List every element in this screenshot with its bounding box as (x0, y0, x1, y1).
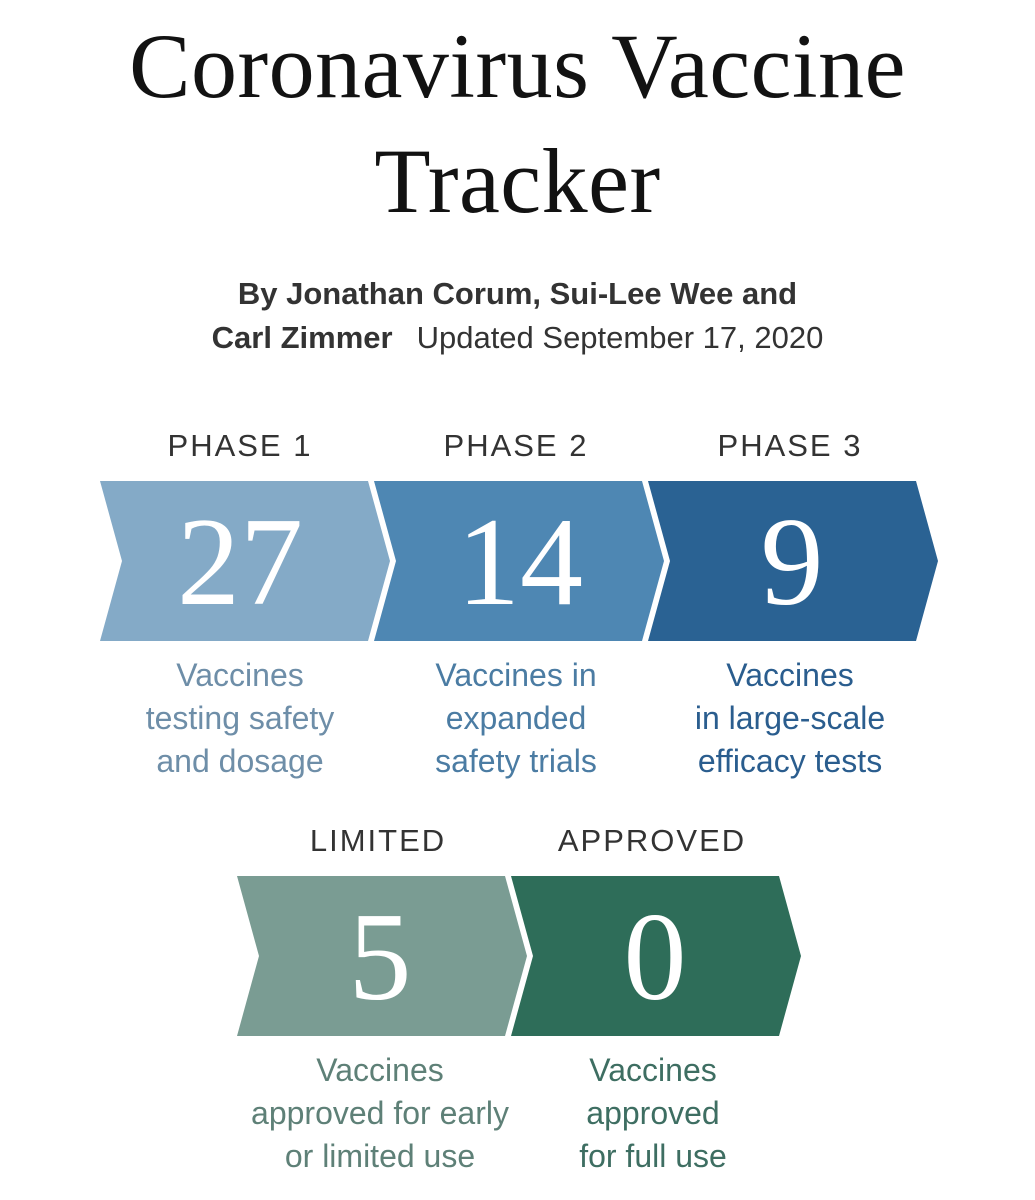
desc-phase-1-line-3: and dosage (156, 743, 324, 779)
stage-label-phase-1: PHASE 1 (167, 428, 313, 463)
desc-phase-2-line-1: Vaccines in (435, 657, 597, 693)
count-approved: 0 (623, 888, 687, 1027)
desc-phase-3-line-2: in large-scale (694, 700, 886, 736)
desc-approved-line-1: Vaccines (589, 1052, 717, 1088)
stage-label-phase-3: PHASE 3 (717, 428, 863, 463)
byline-second-line (0, 322, 1035, 353)
desc-phase-3-line-1: Vaccines (726, 657, 854, 693)
desc-limited-line-1: Vaccines (316, 1052, 444, 1088)
desc-phase-1 (90, 654, 390, 783)
desc-phase-2 (366, 654, 666, 783)
desc-phase-2-line-2: expanded (445, 700, 587, 736)
stage-label-limited: LIMITED (309, 823, 447, 858)
desc-phase-2-line-3: safety trials (435, 743, 597, 779)
stage-label-phase-2: PHASE 2 (443, 428, 589, 463)
updated-date: Updated September 17, 2020 (416, 320, 824, 355)
desc-limited (220, 1049, 540, 1178)
desc-approved-line-3: for full use (579, 1138, 727, 1174)
page-title-line-1: Coronavirus Vaccine (129, 15, 906, 117)
count-phase-3: 9 (760, 493, 824, 632)
count-phase-2: 14 (457, 493, 583, 632)
page-title-line-2: Tracker (374, 130, 661, 232)
desc-phase-1-line-1: Vaccines (176, 657, 304, 693)
stage-label-approved: APPROVED (557, 823, 747, 858)
desc-limited-line-3: or limited use (284, 1138, 476, 1174)
count-limited: 5 (348, 888, 412, 1027)
desc-phase-3 (640, 654, 940, 783)
desc-approved-line-2: approved (586, 1095, 720, 1131)
byline-authors: By Jonathan Corum, Sui-Lee Wee and (237, 276, 798, 311)
desc-limited-line-2: approved for early (251, 1095, 509, 1131)
desc-phase-3-line-3: efficacy tests (697, 743, 883, 779)
desc-phase-1-line-2: testing safety (145, 700, 335, 736)
byline-author-last: Carl Zimmer (211, 320, 393, 355)
desc-approved (503, 1049, 803, 1178)
count-phase-1: 27 (177, 493, 303, 632)
